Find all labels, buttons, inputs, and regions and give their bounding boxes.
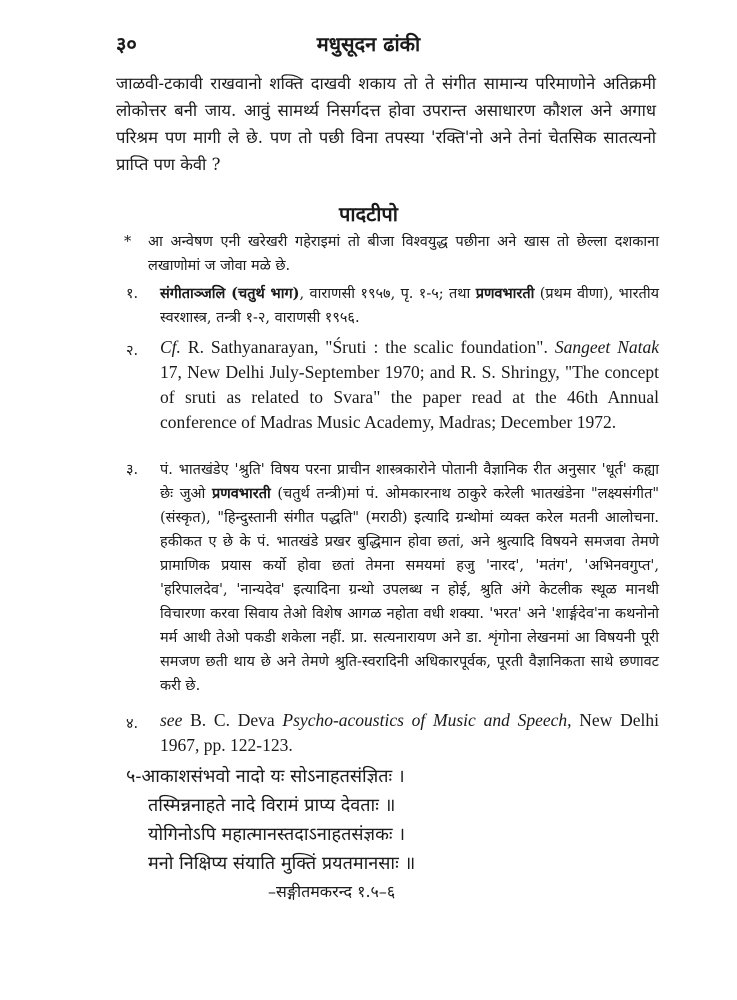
book-title: संगीताञ्जलि (चतुर्थ भाग) (160, 285, 300, 302)
footnote-marker: २. (126, 343, 139, 359)
book-title: Psycho-acoustics of Music and Speech, (282, 710, 572, 730)
page-number: ३० (116, 32, 137, 56)
running-title: मधुसूदन ढांकी (316, 32, 421, 56)
citation-text: (प्रथम वीणा), भारतीय स्वरशास्त्र, तन्त्री १-२, वाराणसी १९५६. (160, 286, 659, 326)
book-title: प्रणवभारती (475, 285, 535, 302)
footnote-1 (126, 282, 659, 332)
cf-abbrev: Cf. (160, 337, 181, 357)
citation-text: , वाराणसी १९५७, पृ. १-५; तथा (299, 286, 476, 302)
footnote-text (160, 335, 659, 435)
sanskrit-verse (126, 762, 626, 878)
citation-text: (चतुर्थ तन्त्री)मां पं. ओमकारनाथ ठाकुरे करेली भातखंडेना "लक्ष्यसंगीत" (संस्कृत), "हिन्दुस्तानी संगीत पद्धति" (मराठी) इत्यादि ग्रन्थोमां व्यक्त करेल मतनी आलोचना. हकीकत ए छे के पं. भातखंडे प्रखर बुद्धिमान होवा छतां, अने श्रुत्यादि विषयने समजवा तेमणे प्रामाणिक प्रयास कर्यो होवा छतां तेमना समयमां हजु 'नारद', 'मतंग', 'अभिनवगुप्त', 'हरिपालदेव', 'नान्यदेव' इत्यादिना ग्रन्थो उपलब्ध न होई, श्रुति अंगे केटलीक स्थूळ मानथी विचारणा करवा सिवाय तेओ विशेष आगळ नहोता वधी शक्या. 'भरत' अने 'शार्ङ्गदेव'ना कथनोनो मर्म आथी तेओ पकडी शकेला नहीं. प्रा. सत्यनारायण अने डा. शृंगोना लेखनमां आ विषयनी पूरी समजण छती थाय छे अने तेमणे श्रुति-स्वरादिनी अधिकारपूर्वक, पूरती वैज्ञानिकता साथे छणावट करी छे. (160, 486, 659, 694)
footnote-marker: ३. (126, 462, 139, 478)
footnote-marker: * (124, 234, 132, 250)
footnote-marker: ४. (126, 716, 139, 732)
verse-line: मनो निक्षिप्य संयाति मुक्तिं प्रयतमानसाः ॥ (148, 853, 416, 874)
verse-line: योगिनोऽपि महात्मानस्तदाऽनाहतसंज्ञकः । (148, 824, 406, 845)
footnotes-heading: पादटीपो (339, 202, 398, 226)
see-word: see (160, 710, 183, 730)
footnote-2 (126, 335, 659, 460)
footnote-text (160, 282, 659, 330)
verse-line: ५-आकाशसंभवो नादो यः सोऽनाहतसंज्ञितः । (126, 766, 405, 787)
journal-title: Sangeet Natak (554, 337, 659, 357)
verse-source: –सङ्गीतमकरन्द १.५–६ (268, 882, 396, 901)
footnote-text (160, 708, 659, 758)
footnote-star (124, 230, 659, 280)
footnote-marker: १. (126, 286, 139, 302)
citation-text: R. Sathyanarayan, "Śruti : the scalic foundation". (180, 337, 555, 357)
footnote-text: आ अन्वेषण एनी खरेखरी गहेराइमां तो बीजा विश्वयुद्ध पछीना अने खास तो छेल्ला दशकाना लखाणोमां ज जोवा मळे छे. (148, 234, 659, 274)
author-name: B. C. Deva (182, 710, 283, 730)
citation-text: New Delhi 1967, pp. 122-123. (160, 710, 659, 755)
verse-line: तस्मिन्ननाहते नादे विरामं प्राप्य देवताः ॥ (148, 795, 396, 816)
book-title: प्रणवभारती (212, 485, 271, 502)
footnote-4 (126, 708, 659, 760)
citation-text: पं. भातखंडेए 'श्रुति' विषय परना प्राचीन शास्त्रकारोने पोतानी वैज्ञानिक रीत अनुसार 'धूर्त' कह्या छेः जुओ (160, 462, 659, 502)
footnote-text (160, 458, 659, 698)
citation-text: 17, New Delhi July-September 1970; and R. S. Shringy, "The concept of sruti as related to Svara" the paper read at the 46th Annual conference of Madras Music Academy, Madras; December 1972. (160, 362, 659, 432)
page-header (0, 30, 737, 60)
footnote-3 (126, 458, 659, 708)
intro-paragraph: जाळवी-टकावी राखवानो शक्ति दाखवी शकाय तो ते संगीत सामान्य परिमाणोने अतिक्रमी लोकोत्तर बनी जाय. आवुं सामर्थ्य निसर्गदत्त होवा उपरान्त असाधारण कौशल अने अगाध परिश्रम पण मागी ले छे. पण तो पछी विना तपस्या 'रक्ति'नो अने तेनां चेतसिक सातत्यनो प्राप्ति पण केवी ? (116, 74, 656, 174)
